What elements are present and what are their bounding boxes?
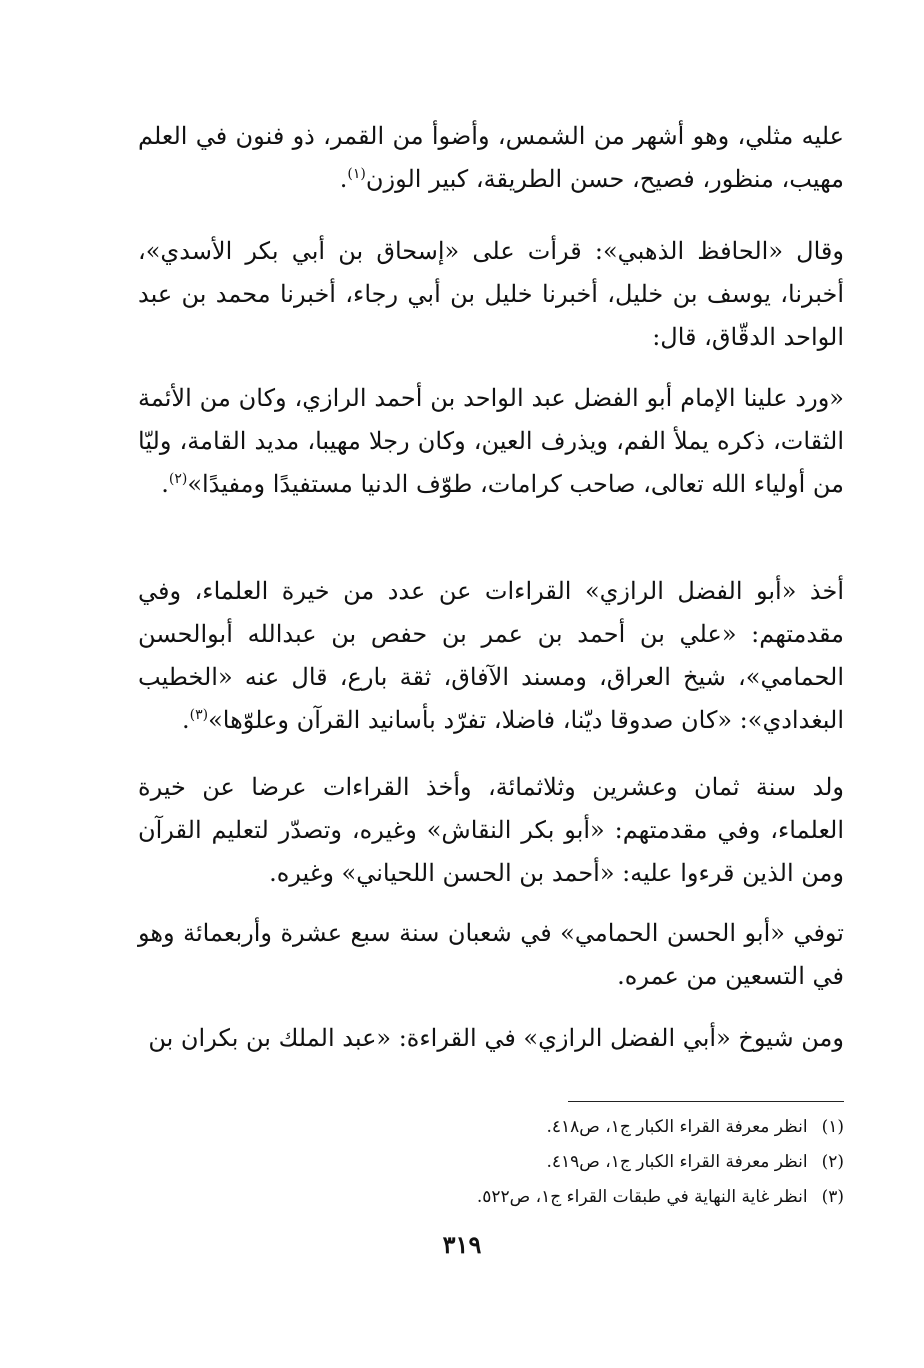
paragraph-1	[138, 115, 844, 201]
footnote-ref-2: (٢)	[168, 471, 188, 487]
paragraph-1-text: عليه مثلي، وهو أشهر من الشمس، وأضوأ من القمر، ذو فنون في العلم مهيب، منظور، فصيح، حسن الطريقة، كبير الوزن	[138, 122, 844, 193]
footnote-ref-1: (١)	[347, 166, 366, 182]
footnote-2	[300, 1145, 844, 1180]
footnote-3-text: انظر غاية النهاية في طبقات القراء ج١، ص٥٢٢.	[476, 1187, 808, 1207]
paragraph-7-text: ومن شيوخ «أبي الفضل الرازي» في القراءة: «عبد الملك بن بكران بن	[148, 1024, 844, 1052]
paragraph-4-tail: .	[182, 706, 190, 734]
footnote-2-number: (٢)	[821, 1152, 844, 1172]
paragraph-1-tail: .	[339, 165, 348, 193]
footnote-2-text: انظر معرفة القراء الكبار ج١، ص٤١٩.	[546, 1152, 808, 1172]
footnote-3	[300, 1180, 844, 1215]
paragraph-7	[138, 1017, 844, 1060]
paragraph-2	[138, 230, 844, 359]
paragraph-6	[138, 912, 844, 998]
paragraph-5-text: ولد سنة ثمان وعشرين وثلاثمائة، وأخذ القراءات عرضا عن خيرة العلماء، وفي مقدمتهم: «أبو بكر النقاش» وغيره، وتصدّر لتعليم القرآن ومن الذين قرءوا عليه: «أحمد بن الحسن اللحياني» وغيره.	[138, 773, 845, 887]
footnotes-section	[300, 1110, 844, 1215]
footnote-divider	[568, 1101, 844, 1102]
paragraph-3-text: «ورد علينا الإمام أبو الفضل عبد الواحد بن أحمد الرازي، وكان من الأئمة الثقات، ذكره يملأ الفم، ويذرف العين، وكان رجلا مهيبا، مديد القامة، وليّا من أولياء الله تعالى، صاحب كرامات، طوّف الدنيا مستفيدًا ومفيدًا»	[138, 384, 844, 498]
footnote-1-number: (١)	[821, 1117, 844, 1137]
footnote-1	[300, 1110, 844, 1145]
paragraph-3-quote	[138, 377, 844, 506]
page-number: ٣١٩	[442, 1230, 482, 1259]
footnote-1-text: انظر معرفة القراء الكبار ج١، ص٤١٨.	[546, 1117, 808, 1137]
paragraph-4	[138, 570, 844, 742]
footnote-3-number: (٣)	[821, 1187, 844, 1207]
paragraph-4-text: أخذ «أبو الفضل الرازي» القراءات عن عدد من خيرة العلماء، وفي مقدمتهم: «علي بن أحمد بن عمر بن حفص بن عبدالله أبوالحسن الحمامي»، شيخ العراق، ومسند الآفاق، ثقة بارع، قال عنه «الخطيب البغدادي»: «كان صدوقا ديّنا، فاضلا، تفرّد بأسانيد القرآن وعلوّها»	[138, 577, 844, 734]
paragraph-6-text: توفي «أبو الحسن الحمامي» في شعبان سنة سبع عشرة وأربعمائة وهو في التسعين من عمره.	[138, 919, 844, 990]
paragraph-2-text: وقال «الحافظ الذهبي»: قرأت على «إسحاق بن أبي بكر الأسدي»، أخبرنا، يوسف بن خليل، أخبرنا خليل بن أبي رجاء، أخبرنا محمد بن عبد الواحد الدقّاق، قال:	[138, 237, 844, 351]
paragraph-3-tail: .	[161, 470, 169, 498]
paragraph-5	[138, 766, 844, 895]
footnote-ref-3: (٣)	[189, 707, 209, 723]
